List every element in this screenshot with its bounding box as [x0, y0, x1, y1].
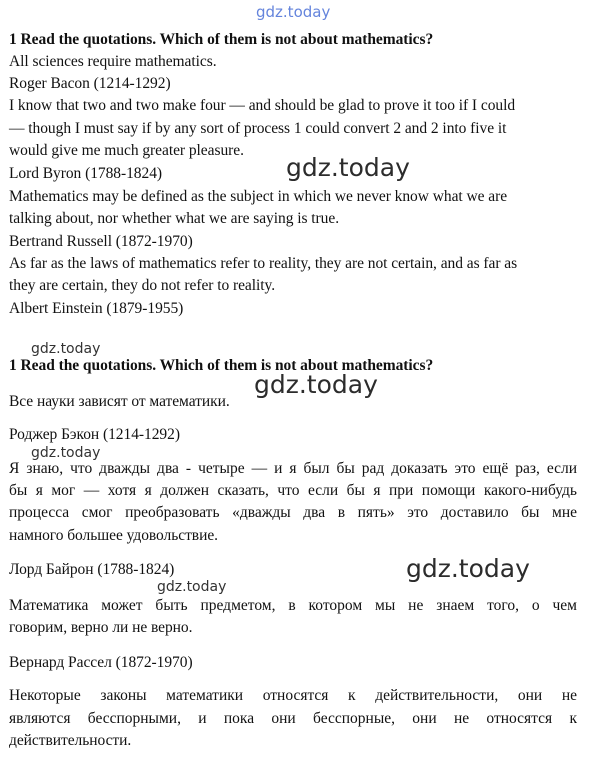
english-line-11: they are certain, they do not refer to reality. — [9, 277, 276, 294]
russian-author-1: Роджер Бэкон (1214-1292) — [9, 426, 180, 443]
watermark-2: gdz.today — [31, 341, 101, 357]
english-line-8: talking about, nor whether what we are saying is true. — [9, 210, 340, 227]
watermark-top: gdz.today — [256, 3, 331, 21]
english-line-4: — though I must say if by any sort of process 1 could convert 2 and 2 into five it — [9, 120, 507, 137]
english-line-1: All sciences require mathematics. — [9, 53, 217, 70]
russian-quote-1: Все науки зависят от математики. — [9, 393, 230, 410]
english-line-12: Albert Einstein (1879-1955) — [9, 300, 184, 317]
russian-quote-4-line-1: Некоторые законы математики относятся к действительности, они не — [9, 687, 577, 704]
english-line-10: As far as the laws of mathematics refer to reality, they are not certain, and as far as — [9, 255, 518, 272]
watermark-3: gdz.today — [254, 370, 378, 399]
russian-quote-2-line-3: процесса смог преобразовать «дважды два в пять» это доставило бы мне — [9, 504, 577, 521]
russian-quote-2-line-4: намного большее удовольствие. — [9, 527, 218, 544]
russian-quote-2-line-2: бы я мог — хотя я должен сказать, что если бы я при помощи какого-нибудь — [9, 482, 577, 499]
english-line-2: Roger Bacon (1214-1292) — [9, 75, 171, 92]
watermark-6: gdz.today — [157, 579, 227, 595]
russian-heading: 1 Read the quotations. Which of them is not about mathematics? — [9, 357, 434, 374]
english-line-7: Mathematics may be defined as the subject in which we never know what we are — [9, 188, 508, 205]
russian-quote-3-line-1: Математика может быть предметом, в котором мы не знаем того, о чем — [9, 597, 577, 614]
english-line-5: would give me much greater pleasure. — [9, 142, 244, 159]
russian-author-3: Вернард Рассел (1872-1970) — [9, 654, 193, 671]
russian-quote-4-line-3: действительности. — [9, 732, 132, 749]
watermark-1: gdz.today — [286, 153, 410, 182]
english-line-6: Lord Byron (1788-1824) — [9, 165, 163, 182]
watermark-4: gdz.today — [31, 445, 101, 461]
russian-quote-2-line-1: Я знаю, что дважды два - четыре — и я был бы рад доказать это ещё раз, если — [9, 460, 577, 477]
watermark-5: gdz.today — [406, 554, 530, 583]
english-line-3: I know that two and two make four — and should be glad to prove it too if I could — [9, 97, 516, 114]
english-line-9: Bertrand Russell (1872-1970) — [9, 233, 193, 250]
russian-quote-3-line-2: говорим, верно ли не верно. — [9, 619, 193, 636]
english-heading: 1 Read the quotations. Which of them is not about mathematics? — [9, 31, 434, 48]
russian-author-2: Лорд Байрон (1788-1824) — [9, 561, 175, 578]
russian-quote-4-line-2: являются бесспорными, и пока они бесспорные, они не относятся к — [9, 710, 577, 727]
